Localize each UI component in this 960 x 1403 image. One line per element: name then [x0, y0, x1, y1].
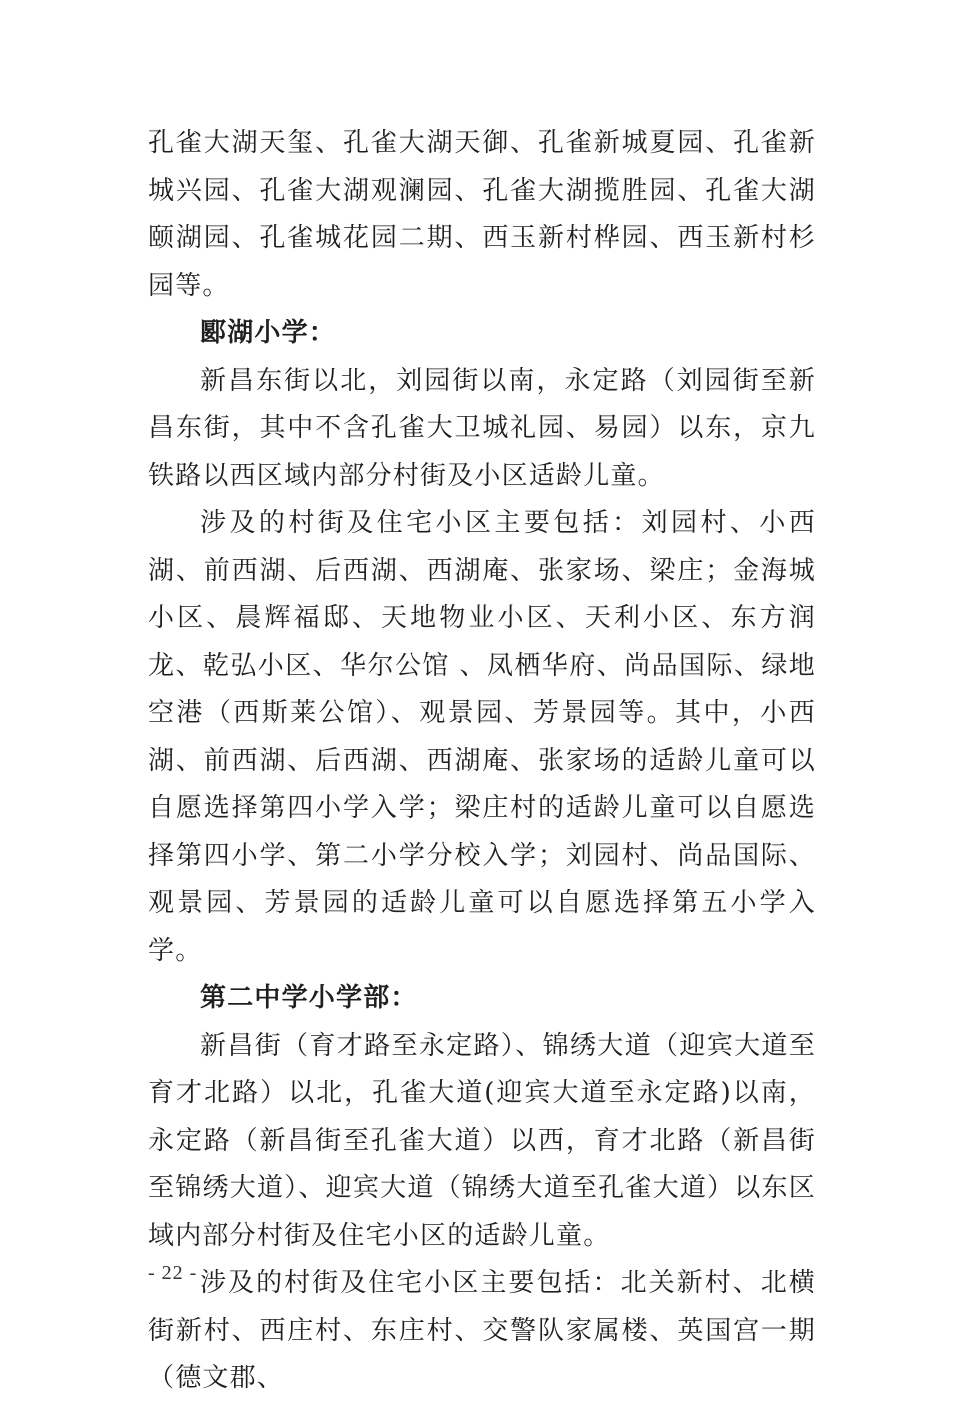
- paragraph-second-middle-communities: 涉及的村街及住宅小区主要包括：北关新村、北横街新村、西庄村、东庄村、交警队家属楼、英国宫一期（德文郡、: [148, 1268, 816, 1393]
- document-body: [148, 120, 816, 1403]
- page-number: - 22 -: [148, 1262, 198, 1284]
- paragraph-yanhu-boundary: 新昌东街以北，刘园街以南，永定路（刘园街至新昌东街，其中不含孔雀大卫城礼园、易园）以东，京九铁路以西区域内部分村街及小区适龄儿童。: [148, 365, 816, 491]
- paragraph-second-middle-boundary: 新昌街（育才路至永定路）、锦绣大道（迎宾大道至育才北路）以北，孔雀大道(迎宾大道至永定路)以南，永定路（新昌街至孔雀大道）以西，育才北路（新昌街至锦绣大道）、迎宾大道（锦绣大道至孔雀大道）以东区域内部分村街及住宅小区的适龄儿童。: [148, 1030, 816, 1251]
- paragraph-continuation: 孔雀大湖天玺、孔雀大湖天御、孔雀新城夏园、孔雀新城兴园、孔雀大湖观澜园、孔雀大湖揽胜园、孔雀大湖颐湖园、孔雀城花园二期、西玉新村桦园、西玉新村杉园等。: [148, 128, 816, 301]
- paragraph-yanhu-communities: 涉及的村街及住宅小区主要包括：刘园村、小西湖、前西湖、后西湖、西湖庵、张家场、梁庄；金海城小区、晨辉福邸、天地物业小区、天利小区、东方润龙、乾弘小区、华尔公馆 、凤栖华府、尚品国际、绿地空港（西斯莱公馆）、观景园、芳景园等。其中，小西湖、前西湖、后西湖、西湖庵、张家场的适龄儿童可以自愿选择第四小学入学；梁庄村的适龄儿童可以自愿选择第四小学、第二小学分校入学；刘园村、尚品国际、观景园、芳景园的适龄儿童可以自愿选择第五小学入学。: [148, 508, 816, 966]
- section-heading-second-middle-primary: 第二中学小学部：: [200, 983, 418, 1013]
- section-heading-yanhu-primary: 郾湖小学：: [200, 318, 337, 348]
